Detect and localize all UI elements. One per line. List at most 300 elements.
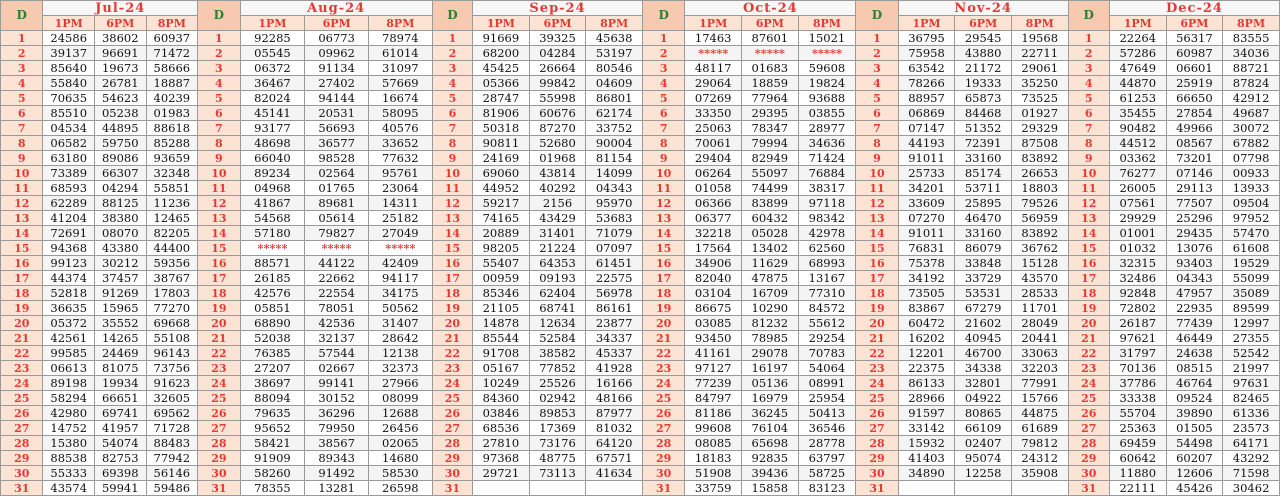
result-cell: 06582 bbox=[43, 136, 95, 151]
day-number: 25 bbox=[1068, 391, 1109, 406]
result-cell: 08085 bbox=[685, 436, 742, 451]
result-cell: 42409 bbox=[368, 256, 432, 271]
day-number: 11 bbox=[1, 181, 43, 196]
time-header: 1PM bbox=[240, 16, 305, 31]
result-cell: 35455 bbox=[1109, 106, 1166, 121]
result-cell: 92848 bbox=[1109, 286, 1166, 301]
result-cell: 61451 bbox=[586, 256, 643, 271]
result-cell: 03104 bbox=[685, 286, 742, 301]
day-number: 7 bbox=[1, 121, 43, 136]
result-cell: 06366 bbox=[685, 196, 742, 211]
result-cell: 06869 bbox=[898, 106, 955, 121]
result-cell: 08567 bbox=[1166, 136, 1223, 151]
result-cell: 78974 bbox=[368, 31, 432, 46]
table-row bbox=[1, 91, 1280, 106]
result-cell: 78985 bbox=[742, 331, 799, 346]
result-cell: 28778 bbox=[798, 436, 856, 451]
result-cell: 68200 bbox=[473, 46, 530, 61]
result-cell: 34337 bbox=[586, 331, 643, 346]
result-cell: 18859 bbox=[742, 76, 799, 91]
result-cell: 12138 bbox=[368, 346, 432, 361]
result-cell: 37457 bbox=[95, 271, 147, 286]
result-cell: 13281 bbox=[305, 481, 369, 496]
result-cell: 87977 bbox=[586, 406, 643, 421]
result-cell: 53711 bbox=[955, 181, 1012, 196]
time-header: 8PM bbox=[368, 16, 432, 31]
result-cell: 24169 bbox=[473, 151, 530, 166]
result-cell: 83892 bbox=[1011, 226, 1068, 241]
result-cell: 08515 bbox=[1166, 361, 1223, 376]
result-cell: 36467 bbox=[240, 76, 305, 91]
day-number: 11 bbox=[432, 181, 472, 196]
result-cell: 73113 bbox=[529, 466, 586, 481]
day-number: 1 bbox=[1068, 31, 1109, 46]
day-number: 22 bbox=[642, 346, 684, 361]
result-cell: 33848 bbox=[955, 256, 1012, 271]
result-cell: 92285 bbox=[240, 31, 305, 46]
result-cell: 02667 bbox=[305, 361, 369, 376]
result-cell: 34906 bbox=[685, 256, 742, 271]
result-cell: 19568 bbox=[1011, 31, 1068, 46]
day-number: 19 bbox=[1, 301, 43, 316]
result-cell: 57544 bbox=[305, 346, 369, 361]
result-cell: 61336 bbox=[1223, 406, 1280, 421]
result-cell: 91269 bbox=[95, 286, 147, 301]
day-number: 29 bbox=[432, 451, 472, 466]
day-number: 24 bbox=[1068, 376, 1109, 391]
day-number: 9 bbox=[642, 151, 684, 166]
day-number: 1 bbox=[856, 31, 898, 46]
result-cell: 25733 bbox=[898, 166, 955, 181]
result-cell: 89086 bbox=[95, 151, 147, 166]
day-number: 4 bbox=[432, 76, 472, 91]
day-number: 24 bbox=[432, 376, 472, 391]
day-number: 9 bbox=[1, 151, 43, 166]
table-row bbox=[1, 361, 1280, 376]
result-cell: 60987 bbox=[1166, 46, 1223, 61]
result-cell: 42536 bbox=[305, 316, 369, 331]
result-cell: 44895 bbox=[95, 121, 147, 136]
result-cell: 58725 bbox=[798, 466, 856, 481]
day-number: 3 bbox=[642, 61, 684, 76]
time-header: 8PM bbox=[1011, 16, 1068, 31]
result-cell: 71472 bbox=[146, 46, 198, 61]
result-cell: 43574 bbox=[43, 481, 95, 496]
result-cell: 81906 bbox=[473, 106, 530, 121]
result-cell: 32801 bbox=[955, 376, 1012, 391]
result-cell: 26005 bbox=[1109, 181, 1166, 196]
result-cell: 84797 bbox=[685, 391, 742, 406]
result-cell: 58530 bbox=[368, 466, 432, 481]
result-cell: 97631 bbox=[1223, 376, 1280, 391]
day-number: 20 bbox=[198, 316, 240, 331]
result-cell: 95761 bbox=[368, 166, 432, 181]
result-cell: 49687 bbox=[1223, 106, 1280, 121]
table-row bbox=[1, 106, 1280, 121]
result-cell: 97368 bbox=[473, 451, 530, 466]
day-number: 11 bbox=[642, 181, 684, 196]
day-number: 13 bbox=[856, 211, 898, 226]
day-number: 28 bbox=[1, 436, 43, 451]
result-cell: 22375 bbox=[898, 361, 955, 376]
result-cell: 07269 bbox=[685, 91, 742, 106]
result-cell: 27810 bbox=[473, 436, 530, 451]
result-cell: 77270 bbox=[146, 301, 198, 316]
result-cell: 44193 bbox=[898, 136, 955, 151]
result-cell: 29435 bbox=[1166, 226, 1223, 241]
result-cell: 58260 bbox=[240, 466, 305, 481]
time-header: 1PM bbox=[43, 16, 95, 31]
day-number: 6 bbox=[642, 106, 684, 121]
day-number: 5 bbox=[856, 91, 898, 106]
day-number: 19 bbox=[1068, 301, 1109, 316]
time-header: 1PM bbox=[898, 16, 955, 31]
result-cell: 02065 bbox=[368, 436, 432, 451]
result-cell: 57286 bbox=[1109, 46, 1166, 61]
day-number: 13 bbox=[198, 211, 240, 226]
day-number: 28 bbox=[856, 436, 898, 451]
day-number: 23 bbox=[1, 361, 43, 376]
day-number: 20 bbox=[432, 316, 472, 331]
day-number: 13 bbox=[432, 211, 472, 226]
result-cell: 22111 bbox=[1109, 481, 1166, 496]
result-cell: 2156 bbox=[529, 196, 586, 211]
day-number: 18 bbox=[1, 286, 43, 301]
day-number: 10 bbox=[856, 166, 898, 181]
day-number: 15 bbox=[1068, 241, 1109, 256]
result-cell: 47875 bbox=[742, 271, 799, 286]
result-cell: 43880 bbox=[955, 46, 1012, 61]
day-number: 24 bbox=[856, 376, 898, 391]
result-cell: 33752 bbox=[586, 121, 643, 136]
result-cell: 99608 bbox=[685, 421, 742, 436]
result-cell: 61253 bbox=[1109, 91, 1166, 106]
day-number: 3 bbox=[1, 61, 43, 76]
result-cell: 21224 bbox=[529, 241, 586, 256]
day-number: 12 bbox=[856, 196, 898, 211]
day-number: 25 bbox=[642, 391, 684, 406]
result-cell: 83892 bbox=[1011, 151, 1068, 166]
result-cell: 26664 bbox=[529, 61, 586, 76]
result-cell: 85174 bbox=[955, 166, 1012, 181]
result-cell: 94117 bbox=[368, 271, 432, 286]
result-cell: 03846 bbox=[473, 406, 530, 421]
result-cell: 99123 bbox=[43, 256, 95, 271]
day-number: 16 bbox=[856, 256, 898, 271]
result-cell: 69668 bbox=[146, 316, 198, 331]
result-cell: 31407 bbox=[368, 316, 432, 331]
result-cell: 01032 bbox=[1109, 241, 1166, 256]
result-cell: 34890 bbox=[898, 466, 955, 481]
result-cell: 14099 bbox=[586, 166, 643, 181]
day-number: 7 bbox=[1068, 121, 1109, 136]
result-cell: 15128 bbox=[1011, 256, 1068, 271]
day-number: 17 bbox=[1, 271, 43, 286]
result-cell: 36296 bbox=[305, 406, 369, 421]
result-cell: 44374 bbox=[43, 271, 95, 286]
result-cell: 07561 bbox=[1109, 196, 1166, 211]
result-cell: 36762 bbox=[1011, 241, 1068, 256]
result-cell: 20531 bbox=[305, 106, 369, 121]
day-number: 7 bbox=[432, 121, 472, 136]
day-number: 15 bbox=[432, 241, 472, 256]
day-number: 21 bbox=[432, 331, 472, 346]
day-number: 17 bbox=[1068, 271, 1109, 286]
time-header: 1PM bbox=[1109, 16, 1166, 31]
result-cell: 03855 bbox=[798, 106, 856, 121]
result-cell: 05851 bbox=[240, 301, 305, 316]
result-cell: 22575 bbox=[586, 271, 643, 286]
result-cell: 71424 bbox=[798, 151, 856, 166]
result-cell: 22662 bbox=[305, 271, 369, 286]
result-cell: 34338 bbox=[955, 361, 1012, 376]
result-cell: 33350 bbox=[685, 106, 742, 121]
result-cell: 82949 bbox=[742, 151, 799, 166]
day-number: 5 bbox=[1, 91, 43, 106]
result-cell: 60432 bbox=[742, 211, 799, 226]
day-number: 29 bbox=[1068, 451, 1109, 466]
result-cell: 41161 bbox=[685, 346, 742, 361]
result-cell: 42980 bbox=[43, 406, 95, 421]
result-cell: 48775 bbox=[529, 451, 586, 466]
day-number: 8 bbox=[1068, 136, 1109, 151]
result-cell: 78355 bbox=[240, 481, 305, 496]
result-cell: 68536 bbox=[473, 421, 530, 436]
result-cell: 25182 bbox=[368, 211, 432, 226]
day-number: 11 bbox=[198, 181, 240, 196]
result-cell: 27049 bbox=[368, 226, 432, 241]
result-cell: 55333 bbox=[43, 466, 95, 481]
result-cell: 26456 bbox=[368, 421, 432, 436]
result-cell: 98528 bbox=[305, 151, 369, 166]
result-cell: 56146 bbox=[146, 466, 198, 481]
result-cell: 81186 bbox=[685, 406, 742, 421]
result-cell: 05366 bbox=[473, 76, 530, 91]
result-cell: 53683 bbox=[586, 211, 643, 226]
result-cell: 24586 bbox=[43, 31, 95, 46]
result-cell: 34636 bbox=[798, 136, 856, 151]
result-cell: 82465 bbox=[1223, 391, 1280, 406]
day-number: 31 bbox=[1, 481, 43, 496]
result-cell: 62289 bbox=[43, 196, 95, 211]
result-cell: 86079 bbox=[955, 241, 1012, 256]
day-number: 14 bbox=[1, 226, 43, 241]
result-cell: 53197 bbox=[586, 46, 643, 61]
result-cell: 97952 bbox=[1223, 211, 1280, 226]
result-cell: 38697 bbox=[240, 376, 305, 391]
result-cell: 94368 bbox=[43, 241, 95, 256]
result-cell: 17564 bbox=[685, 241, 742, 256]
result-cell: 83867 bbox=[898, 301, 955, 316]
result-cell: 15021 bbox=[798, 31, 856, 46]
result-cell: 16979 bbox=[742, 391, 799, 406]
month-header: Jul-24 bbox=[43, 1, 198, 16]
result-cell: 62560 bbox=[798, 241, 856, 256]
result-cell: 47649 bbox=[1109, 61, 1166, 76]
result-cell: 68741 bbox=[529, 301, 586, 316]
result-cell: 69060 bbox=[473, 166, 530, 181]
day-number: 12 bbox=[1, 196, 43, 211]
result-cell: 66651 bbox=[95, 391, 147, 406]
result-cell: 56978 bbox=[586, 286, 643, 301]
day-number: 25 bbox=[1, 391, 43, 406]
day-number: 23 bbox=[856, 361, 898, 376]
day-number: 3 bbox=[198, 61, 240, 76]
result-cell: 29545 bbox=[955, 31, 1012, 46]
result-cell: 35552 bbox=[95, 316, 147, 331]
result-cell: 29064 bbox=[685, 76, 742, 91]
result-cell: 22711 bbox=[1011, 46, 1068, 61]
result-cell: 36577 bbox=[305, 136, 369, 151]
result-cell: 79994 bbox=[742, 136, 799, 151]
result-cell: 27207 bbox=[240, 361, 305, 376]
day-number: 5 bbox=[642, 91, 684, 106]
day-number: 19 bbox=[198, 301, 240, 316]
result-cell: 48117 bbox=[685, 61, 742, 76]
result-cell: 91011 bbox=[898, 226, 955, 241]
result-cell: 81232 bbox=[742, 316, 799, 331]
result-cell: 19673 bbox=[95, 61, 147, 76]
result-cell: 61608 bbox=[1223, 241, 1280, 256]
result-cell: 03085 bbox=[685, 316, 742, 331]
result-cell: 92835 bbox=[742, 451, 799, 466]
result-cell: 66307 bbox=[95, 166, 147, 181]
result-cell: 50318 bbox=[473, 121, 530, 136]
day-number: 17 bbox=[856, 271, 898, 286]
result-cell: 33652 bbox=[368, 136, 432, 151]
result-cell: 25954 bbox=[798, 391, 856, 406]
result-cell: 46470 bbox=[955, 211, 1012, 226]
result-cell: 93403 bbox=[1166, 256, 1223, 271]
result-cell: 34201 bbox=[898, 181, 955, 196]
day-number: 9 bbox=[432, 151, 472, 166]
day-number: 14 bbox=[856, 226, 898, 241]
result-cell: 42561 bbox=[43, 331, 95, 346]
day-number: 29 bbox=[642, 451, 684, 466]
result-cell: 42912 bbox=[1223, 91, 1280, 106]
day-number: 30 bbox=[198, 466, 240, 481]
table-row bbox=[1, 316, 1280, 331]
result-cell: 15858 bbox=[742, 481, 799, 496]
result-cell: 73505 bbox=[898, 286, 955, 301]
result-cell: 83555 bbox=[1223, 31, 1280, 46]
result-cell: 25919 bbox=[1166, 76, 1223, 91]
result-cell: 32486 bbox=[1109, 271, 1166, 286]
result-cell: 87824 bbox=[1223, 76, 1280, 91]
result-cell: 62404 bbox=[529, 286, 586, 301]
result-cell: 27966 bbox=[368, 376, 432, 391]
result-cell: 79526 bbox=[1011, 196, 1068, 211]
result-cell: 83899 bbox=[742, 196, 799, 211]
day-number: 13 bbox=[1, 211, 43, 226]
result-cell: 85346 bbox=[473, 286, 530, 301]
day-number: 3 bbox=[856, 61, 898, 76]
result-cell: 91134 bbox=[305, 61, 369, 76]
result-cell: 31401 bbox=[529, 226, 586, 241]
result-cell: 91011 bbox=[898, 151, 955, 166]
result-cell: 28977 bbox=[798, 121, 856, 136]
day-number: 2 bbox=[642, 46, 684, 61]
result-cell: 28049 bbox=[1011, 316, 1068, 331]
result-cell: 51908 bbox=[685, 466, 742, 481]
result-cell: 32218 bbox=[685, 226, 742, 241]
result-cell: 91708 bbox=[473, 346, 530, 361]
time-header: 8PM bbox=[1223, 16, 1280, 31]
table-row bbox=[1, 451, 1280, 466]
result-cell: 40239 bbox=[146, 91, 198, 106]
result-cell: 29113 bbox=[1166, 181, 1223, 196]
result-cell: 87270 bbox=[529, 121, 586, 136]
month-header: Nov-24 bbox=[898, 1, 1068, 16]
result-cell: 04534 bbox=[43, 121, 95, 136]
result-cell: 86675 bbox=[685, 301, 742, 316]
day-number: 27 bbox=[642, 421, 684, 436]
result-cell: 45337 bbox=[586, 346, 643, 361]
result-cell: 38582 bbox=[529, 346, 586, 361]
result-cell: 19529 bbox=[1223, 256, 1280, 271]
day-number: 18 bbox=[642, 286, 684, 301]
result-cell: 43814 bbox=[529, 166, 586, 181]
day-number: 8 bbox=[198, 136, 240, 151]
result-cell: 73756 bbox=[146, 361, 198, 376]
result-cell: 99585 bbox=[43, 346, 95, 361]
result-cell: 05028 bbox=[742, 226, 799, 241]
day-number: 22 bbox=[1, 346, 43, 361]
day-number: 28 bbox=[432, 436, 472, 451]
result-cell: 41928 bbox=[586, 361, 643, 376]
result-cell: 85640 bbox=[43, 61, 95, 76]
result-cell: 59941 bbox=[95, 481, 147, 496]
day-number: 27 bbox=[1068, 421, 1109, 436]
result-cell: 91669 bbox=[473, 31, 530, 46]
result-cell: 01505 bbox=[1166, 421, 1223, 436]
result-cell: 80865 bbox=[955, 406, 1012, 421]
result-cell: 04343 bbox=[1166, 271, 1223, 286]
result-cell: 21105 bbox=[473, 301, 530, 316]
result-cell: 89234 bbox=[240, 166, 305, 181]
result-cell: 64120 bbox=[586, 436, 643, 451]
result-cell: 15932 bbox=[898, 436, 955, 451]
day-number: 5 bbox=[432, 91, 472, 106]
result-cell: 84572 bbox=[798, 301, 856, 316]
result-cell: 10249 bbox=[473, 376, 530, 391]
result-cell: 74165 bbox=[473, 211, 530, 226]
result-cell: 18183 bbox=[685, 451, 742, 466]
day-number: 14 bbox=[432, 226, 472, 241]
result-cell: 35908 bbox=[1011, 466, 1068, 481]
day-number: 8 bbox=[642, 136, 684, 151]
result-cell: 81032 bbox=[586, 421, 643, 436]
result-cell: 43292 bbox=[1223, 451, 1280, 466]
day-number: 14 bbox=[642, 226, 684, 241]
day-number: 26 bbox=[1068, 406, 1109, 421]
day-column-header: D bbox=[432, 1, 472, 31]
result-cell: 32605 bbox=[146, 391, 198, 406]
result-cell: 40292 bbox=[529, 181, 586, 196]
result-cell: 57470 bbox=[1223, 226, 1280, 241]
result-cell: 06377 bbox=[685, 211, 742, 226]
day-number: 3 bbox=[432, 61, 472, 76]
result-cell: 48166 bbox=[586, 391, 643, 406]
result-cell: 16197 bbox=[742, 361, 799, 376]
result-cell: 07146 bbox=[1166, 166, 1223, 181]
result-cell: 33160 bbox=[955, 226, 1012, 241]
result-cell: 22264 bbox=[1109, 31, 1166, 46]
day-number: 22 bbox=[198, 346, 240, 361]
day-number: 12 bbox=[198, 196, 240, 211]
day-number: 28 bbox=[642, 436, 684, 451]
day-number: 13 bbox=[1068, 211, 1109, 226]
